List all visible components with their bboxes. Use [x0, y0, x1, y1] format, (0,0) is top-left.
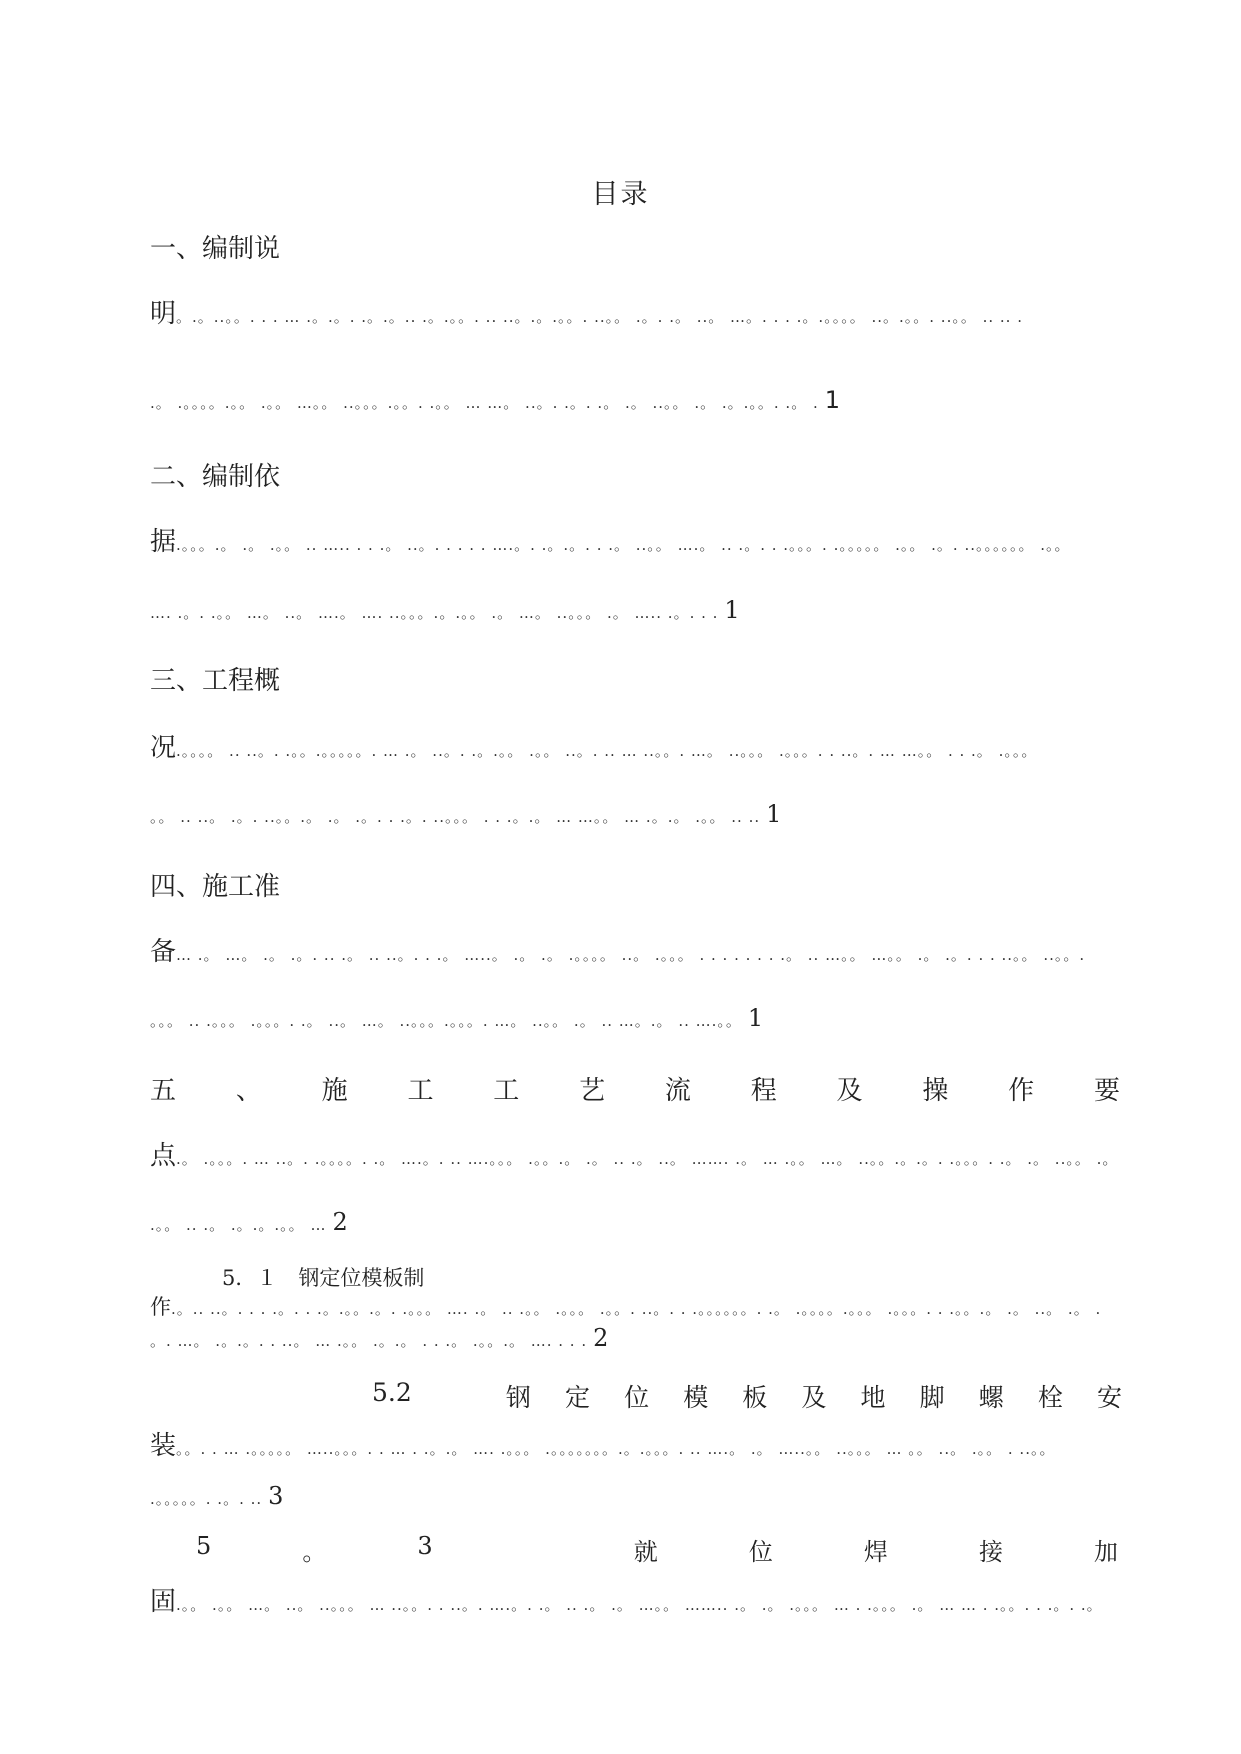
heading-char: 就 — [633, 1538, 658, 1566]
heading-char: 五 — [150, 1076, 177, 1106]
section-number: 3 — [417, 1532, 433, 1560]
toc-entry-1-line1 — [150, 294, 1140, 337]
heading-char: 施 — [321, 1076, 348, 1106]
heading-char: 作 — [1008, 1076, 1035, 1106]
dot-leader: 。。. . … .。。。。。 …..。。。. . … . .。.。 …. .。。。 .。。。。。。。.。.。。。. .. ….。 .。 …..。。 ..。。。 … 。。 ..。 .。。 . ..。。 — [176, 1440, 1056, 1458]
heading-char: 、 — [235, 1076, 262, 1106]
page-number: 1 — [824, 386, 841, 414]
dot-leader: .。 .。。。. … ..。. .。。。。. .。 ….。. .. ….。。。 .。。.。 .。 .. .。 ..。 ……. .。 … .。。 …。 ..。。.。.。. .。。。. .。 .。 ..。。 .。 — [176, 1150, 1119, 1168]
dot-leader: …. .。. .。。 …。 ..。 ….。 …. ..。。。.。.。。 .。 …。 ..。。。 .。 ….. .。. . . — [150, 604, 719, 622]
toc-entry-5-2-lead: 装 — [150, 1431, 177, 1461]
toc-heading-2: 二、编制依 — [150, 462, 281, 492]
dot-leader: … .。 …。 .。 .。. .. .。 .. ..。. . .。 …..。 .。 .。 .。。。。 ..。 .。。。 . . . . . . . .。 .. …。。 …。。 .。 .。. . . ..。。 ..。。. — [176, 946, 1086, 964]
dot-leader: 。.。..。。. . . … .。.。. .。.。.. .。.。。. .. ..。.。.。。. ..。。 .。. .。 ..。 …。. . . .。.。。。。 ..。.。。. ..。。 .. .. . — [176, 308, 1023, 326]
toc-entry-5-line1 — [150, 1136, 1140, 1179]
section-number: 5 — [196, 1532, 212, 1560]
dot-leader: 。。 .. ..。 .。. ..。。.。 .。 .。. . .。. ..。。。 . . .。.。 … …。。 … .。.。 .。。 .. .. — [150, 808, 761, 826]
toc-entry-5-1-line2 — [150, 1318, 1140, 1361]
toc-entry-5-2-line2 — [150, 1476, 1140, 1519]
page-number: 1 — [766, 800, 782, 828]
heading-char: 位 — [624, 1383, 650, 1412]
toc-entry-5-lead: 点 — [150, 1141, 177, 1171]
toc-entry-3-line1 — [150, 728, 1140, 771]
separator-char: 。 — [302, 1538, 327, 1566]
toc-heading-4: 四、施工准 — [150, 872, 281, 902]
page-number: 2 — [332, 1208, 348, 1236]
toc-entry-3-line2 — [150, 794, 1140, 837]
toc-entry-5-line2 — [150, 1202, 1140, 1245]
dot-leader: .。。 .。。 …。 ..。 ..。。。 … ..。。. . ..。. ….。. .。 .. .。 .。 …。。 …….. .。 .。 .。。。 … . .。。。 .。 … … . .。。. . .。. .。 — [176, 1596, 1103, 1614]
heading-char: 安 — [1096, 1383, 1122, 1412]
toc-entry-5-2-line1 — [150, 1426, 1140, 1469]
toc-heading-5 — [150, 1070, 1120, 1107]
heading-char: 工 — [493, 1076, 520, 1106]
heading-char: 脚 — [919, 1383, 945, 1412]
toc-entry-4-line2 — [150, 998, 1140, 1041]
toc-heading-5-2 — [372, 1378, 1122, 1414]
dot-leader: 。. …。 .。.。. . ..。 … .。。 .。.。 . . .。 .。。.。 …. . . . — [150, 1332, 588, 1350]
dot-leader: 。。。 .. .。。。 .。。。. .。 ..。 …。 ..。。。.。。。. …。 ..。。 .。 .. …。.。 .. ….。。 — [150, 1012, 742, 1030]
toc-entry-2-line1 — [150, 522, 1140, 565]
dot-leader: .。 .。。。。.。。 .。。 …。。 ..。。。.。。. .。。 … …。 ..。. .。. .。 .。 ..。。 .。 .。.。。. .。 . — [150, 394, 819, 412]
toc-title: 目录 — [591, 179, 650, 210]
page-number: 1 — [747, 1004, 764, 1032]
dot-leader: .。。 .. .。 .。.。.。。 … — [150, 1216, 327, 1234]
heading-char: 工 — [407, 1076, 434, 1106]
heading-char: 钢 — [505, 1383, 531, 1412]
heading-char: 螺 — [978, 1383, 1004, 1412]
toc-subheading-5-1: 5．１ 钢定位模板制 — [222, 1266, 425, 1290]
heading-char: 接 — [978, 1538, 1003, 1566]
toc-entry-5-1-lead: 作 — [150, 1295, 171, 1319]
toc-entry-4-lead: 备 — [150, 937, 177, 967]
dot-leader: .。。。。 .. ..。. .。。.。。。。。. … .。 ..。. .。.。。 .。。 ..。. .. … ..。。. …。 ..。。。 .。。。. . ..。. … …。。 . . .。 .。。。 — [176, 742, 1038, 760]
toc-entry-5-3-line1 — [150, 1582, 1140, 1625]
page-number: 3 — [268, 1482, 284, 1510]
heading-char: 地 — [860, 1383, 886, 1412]
heading-char: 位 — [748, 1538, 773, 1566]
dot-leader: .。.. ..。. . . .。. . .。.。。.。. .。。。 …. .。 .. .。。 .。。。 .。。. ..。. . .。。。。。。. .。 .。。。。.。。。 .。。。. . .。。.。 .。 ..。 .。 . — [171, 1300, 1102, 1318]
heading-char: 焊 — [863, 1538, 888, 1566]
heading-char: 操 — [922, 1076, 949, 1106]
toc-heading-5-3 — [196, 1532, 1118, 1567]
page-number: 1 — [724, 596, 740, 624]
heading-char: 程 — [750, 1076, 777, 1106]
page-number: 2 — [593, 1324, 609, 1352]
heading-char: 及 — [801, 1383, 827, 1412]
heading-char: 模 — [683, 1383, 709, 1412]
toc-entry-1-lead: 明 — [150, 299, 177, 329]
heading-char: 定 — [564, 1383, 590, 1412]
heading-char: 及 — [836, 1076, 863, 1106]
toc-entry-3-lead: 况 — [150, 733, 177, 763]
toc-entry-2-line2 — [150, 590, 1140, 633]
heading-char: 板 — [742, 1383, 768, 1412]
heading-char: 栓 — [1037, 1383, 1063, 1412]
heading-char: 加 — [1094, 1538, 1118, 1566]
dot-leader: .。。。。。. .。. .. — [150, 1490, 263, 1508]
heading-char: 要 — [1093, 1076, 1120, 1106]
heading-char: 艺 — [579, 1076, 606, 1106]
toc-heading-3: 三、工程概 — [150, 666, 281, 696]
toc-entry-2-lead: 据 — [150, 527, 177, 557]
heading-char: 流 — [664, 1076, 691, 1106]
toc-heading-1: 一、编制说 — [150, 234, 281, 264]
toc-entry-5-3-lead: 固 — [150, 1587, 177, 1617]
toc-entry-1-line2 — [150, 380, 1140, 423]
dot-leader: .。。。.。 .。 .。。 .. ….. . . .。 ..。. . . . . ….。. .。.。. . .。 ..。。 ….。 .. .。. . .。。。. .。。。。。 .。。 .。. ..。。。。。。 .。。 — [176, 536, 1071, 554]
toc-entry-4-line1 — [150, 932, 1140, 975]
section-number: 5.2 — [372, 1378, 412, 1407]
